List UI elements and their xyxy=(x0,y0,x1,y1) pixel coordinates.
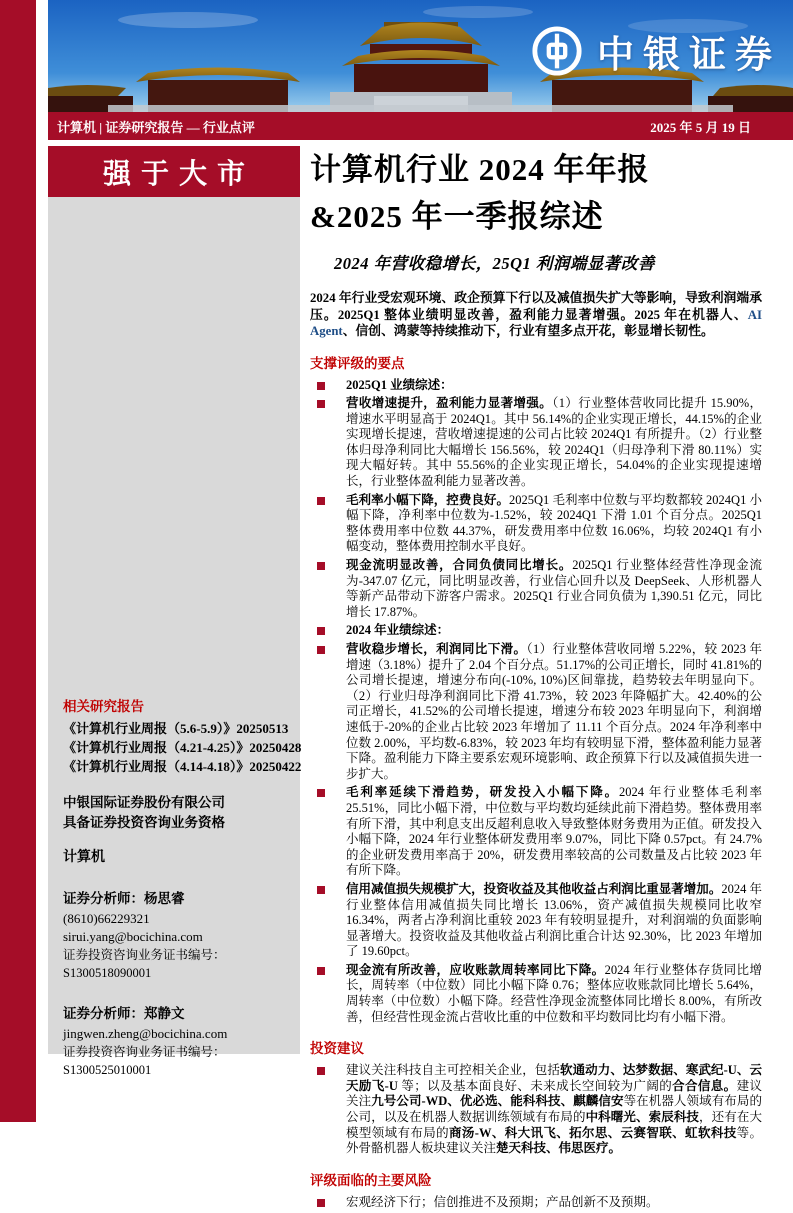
analyst-email-row xyxy=(63,928,290,946)
report-title: 《计算机行业周报（4.14-4.18）》 xyxy=(63,759,250,774)
bullet-text xyxy=(346,396,762,490)
boc-logo xyxy=(531,24,781,78)
bullet-square-icon xyxy=(317,627,325,635)
bullet-text xyxy=(346,785,762,879)
text-run: 等。外骨骼机器人板块建议关注 xyxy=(346,1125,762,1156)
main-sections xyxy=(310,352,762,1211)
text-run: 等；以及基本面良好、未来成长空间较为广阔的 xyxy=(397,1078,673,1093)
report-subtitle: 2024 年营收稳增长，25Q1 利润端显著改善 xyxy=(334,254,655,273)
bullet-item xyxy=(310,1063,762,1157)
bullet-text xyxy=(346,623,762,639)
bullet-item xyxy=(310,785,762,879)
topbar-category: 计算机 | 证券研究报告 — 行业点评 xyxy=(57,119,255,135)
report-title: 《计算机行业周报（4.21-4.25）》 xyxy=(63,740,250,755)
analyst-email-row xyxy=(63,1025,290,1043)
section-heading: 支撑评级的要点 xyxy=(310,355,405,371)
bullet-item xyxy=(310,493,762,555)
bullet-item xyxy=(310,396,762,490)
bullet-item xyxy=(310,642,762,782)
bullet-square-icon xyxy=(317,1199,325,1207)
header-banner-photo xyxy=(48,0,793,112)
report-date: 20250428 xyxy=(249,740,302,755)
text-run: 2024 年行业整体毛利率 25.51%，同比小幅下滑，中位数与平均数均延续此前下滑趋势。整体费用率有所下滑，其中利息支出反超利息收入导致整体财务费用为正值。研发投入小幅下降，2024 年行业整体研发费用率 9.07%，同比下降 0.57pct。有 24.7%的企业研发费用率高于 20%，研发费用率较高的公司数量及占比较 2023 年有所下降。 xyxy=(346,785,762,878)
text-run: 、信创、鸿蒙等持续推动下，行业有望多点开花，彰显增长韧性。 xyxy=(342,324,714,338)
section-heading: 评级面临的主要风险 xyxy=(310,1172,432,1188)
text-run: 合合信息。 xyxy=(672,1078,737,1093)
text-run: 现金流有所改善，应收账款周转率同比下降。 xyxy=(346,962,605,977)
text-run: 楚天科技、伟思医疗。 xyxy=(496,1141,622,1156)
sidebar-gray-panel xyxy=(48,197,302,1077)
text-run: AI Agent xyxy=(310,307,762,338)
text-run: 宏观经济下行；信创推进不及预期；产品创新不及预期。 xyxy=(346,1194,659,1209)
bullet-item xyxy=(310,378,762,394)
text-run: 信用减值损失规模扩大，投资收益及其他收益占利润比重显著增加。 xyxy=(346,881,722,896)
text-run: 中科曙光、索辰科技 xyxy=(585,1110,700,1125)
bullet-text xyxy=(346,882,762,960)
bullet-text xyxy=(346,1063,762,1157)
bullet-item xyxy=(310,623,762,639)
text-run: 现金流明显改善，合同负债同比增长。 xyxy=(346,558,573,573)
topbar-date: 2025 年 5 月 19 日 xyxy=(650,119,751,135)
bullet-square-icon xyxy=(317,562,325,570)
bullet-square-icon xyxy=(317,967,325,975)
analyst-name: 证券分析师：郑静文 xyxy=(63,1006,185,1021)
text-run: 2024 年业绩综述： xyxy=(346,623,450,638)
report-item xyxy=(63,757,302,776)
text-run: 2025Q1 业绩综述： xyxy=(346,377,453,392)
text-run: 2025Q1 毛利率中位数与平均数都较 2024Q1 小幅下降，净利率中位数为-1.52%，较 2024Q1 下滑 1.01 个百分点。2025Q1 整体费用率中位数 44.37%，研发费用率中位数 16.06%，均较 2024Q1 有小幅变动，整体费用控制水平良好。 xyxy=(346,492,762,554)
text-run: 软通动力、达梦数据、寒武纪-U、云天励飞-U xyxy=(346,1063,762,1093)
related-reports-heading: 相关研究报告 xyxy=(63,699,144,714)
bullet-square-icon xyxy=(317,382,325,390)
analyst-block xyxy=(63,1004,290,1079)
bullet-text xyxy=(346,1195,762,1211)
analyst-phone: (8610)66229321 xyxy=(63,911,150,926)
text-run: 毛利率延续下滑趋势，研发投入小幅下降。 xyxy=(346,785,619,800)
company-name: 中银国际证券股份有限公司 xyxy=(63,795,225,810)
bullet-text xyxy=(346,963,762,1025)
report-date: 20250422 xyxy=(249,759,302,774)
bullet-text xyxy=(346,642,762,782)
bullet-square-icon xyxy=(317,886,325,894)
main-column xyxy=(310,146,762,1213)
report-item xyxy=(63,738,302,757)
rating-badge: 强于大市 xyxy=(48,146,300,197)
text-run: 建议关注 xyxy=(346,1078,762,1109)
text-run: 营收增速提升，盈利能力显著增强。 xyxy=(346,396,553,411)
text-run: 毛利率小幅下降，控费良好。 xyxy=(346,492,509,507)
page-title xyxy=(310,146,762,240)
bullet-text xyxy=(346,378,762,394)
section-heading: 投资建议 xyxy=(310,1041,364,1057)
text-run: （1）行业整体营收同比提升 15.90%，增速水平明显高于 2024Q1。其中 56.14%的企业实现正增长，44.15%的企业实现增长提速，营收增速提速的公司占比较 2024Q1 有所提升。（2）行业整体归母净利同比大幅增长 156.56%，较 2024Q1（归母净利下滑 80.11%）实现大幅好转。其中 55.56%的企业实现正增长，54.04%的企业实现提速增长，行业整体盈利能力显著改善。 xyxy=(346,396,762,489)
report-title: 《计算机行业周报（5.6-5.9）》 xyxy=(63,721,237,736)
bullet-square-icon xyxy=(317,789,325,797)
analyst-email[interactable]: jingwen.zheng@bocichina.com xyxy=(63,1026,228,1041)
analyst-cert: 证券投资咨询业务证书编号：S1300518090001 xyxy=(63,948,226,980)
text-run: 2024 年行业受宏观环境、政企预算下行以及减值损失扩大等影响，导致利润端承压。2025Q1 整体业绩明显改善，盈利能力显著增强。2025 年在机器人、 xyxy=(310,291,762,322)
company-qualification: 具备证券投资咨询业务资格 xyxy=(63,815,225,830)
left-accent-band xyxy=(0,0,36,1122)
bullet-text xyxy=(346,558,762,620)
bullet-square-icon xyxy=(317,400,325,408)
page-title-line2: &2025 年一季报综述 xyxy=(310,199,604,234)
bullet-text xyxy=(346,493,762,555)
topbar xyxy=(48,112,793,140)
analyst-cert: 证券投资咨询业务证书编号：S1300525010001 xyxy=(63,1045,226,1077)
analyst-email[interactable]: sirui.yang@bocichina.com xyxy=(63,929,203,944)
text-run: 2024 年行业整体存货同比增长，周转率（中位数）同比小幅下降 0.76；整体应收账款同比增长 5.64%，周转率（中位数）小幅下降。经营性净现金流整体同比增长 8.00%，有所改善，但经营性现金流占营收比重的中位数和平均数同比均有小幅下滑。 xyxy=(346,962,762,1024)
report-date: 20250513 xyxy=(236,721,289,736)
text-run: 建议关注科技自主可控相关企业，包括 xyxy=(346,1063,560,1078)
bullet-square-icon xyxy=(317,646,325,654)
analyst-name: 证券分析师：杨思睿 xyxy=(63,891,185,906)
text-run: 营收稳步增长，利润同比下滑。 xyxy=(346,642,527,656)
analyst-block xyxy=(63,889,290,982)
text-run: 九号公司-WD、优必选、能科科技、麒麟信安 xyxy=(371,1094,624,1109)
text-run: 2025Q1 行业整体经营性净现金流为-347.07 亿元，同比明显改善，行业信心回升以及 DeepSeek、人形机器人等新产品带动下游客户需求。2025Q1 行业合同负债为 1,390.51 亿元，同比增长 17.87%。 xyxy=(346,558,762,619)
page-title-line1: 计算机行业 2024 年年报 xyxy=(310,152,650,187)
bullet-item xyxy=(310,1195,762,1211)
bullet-item xyxy=(310,558,762,620)
bullet-item xyxy=(310,882,762,960)
analysts-list xyxy=(63,889,290,1079)
bullet-item xyxy=(310,963,762,1025)
intro-paragraph xyxy=(310,290,762,340)
text-run: （1）行业整体营收同增 5.22%，较 2023 年增速（3.18%）提升了 2.04 个百分点。51.17%的公司正增长，同时 41.81%的公司增长提速，增速分布向(-10%, 10%)区间靠拢，趋势较去年明显向下。（2）行业归母净利润同比下滑 41.73%，较 2023 年降幅扩大。42.40%的公司正增长，41.52%的公司增长提速，增速分布较 2023 年明显向下，利润增速低于-20%的企业占比较 2023 年增加了 11.11 个百分点。2024 年净利率中位数 2.00%，平均数-6.83%，较 2023 年均有较明显下滑，整体盈利能力显著下降。盈利能力下降主要系宏观环境影响、政企预算下行以及减值损失进一步扩大。 xyxy=(346,642,762,781)
related-reports-list xyxy=(63,719,302,776)
text-run: 商汤-W、科大讯飞、拓尔思、云赛智联、虹软科技 xyxy=(449,1125,737,1140)
bullet-square-icon xyxy=(317,497,325,505)
bullet-square-icon xyxy=(317,1067,325,1075)
report-item xyxy=(63,719,290,738)
text-run: 2024 年行业整体信用减值损失同比增长 13.06%，资产减值损失规模同比收窄 16.34%，两者占净利润比重较 2023 年有较明显提升，对利润端的负面影响显著增大。投资收益及其他收益占利润比重合计达 92.30%，比 2023 年增加了 19.60pct。 xyxy=(346,881,762,959)
text-run: 等在机器人领域有布局的公司，以及在机器人数据训练领域有布局的 xyxy=(346,1094,762,1125)
boc-coin-icon xyxy=(531,25,583,77)
industry-label: 计算机 xyxy=(63,850,105,865)
text-run: ，还有在大模型领域有布局的 xyxy=(346,1110,762,1140)
brand-name: 中银证券 xyxy=(597,35,781,76)
